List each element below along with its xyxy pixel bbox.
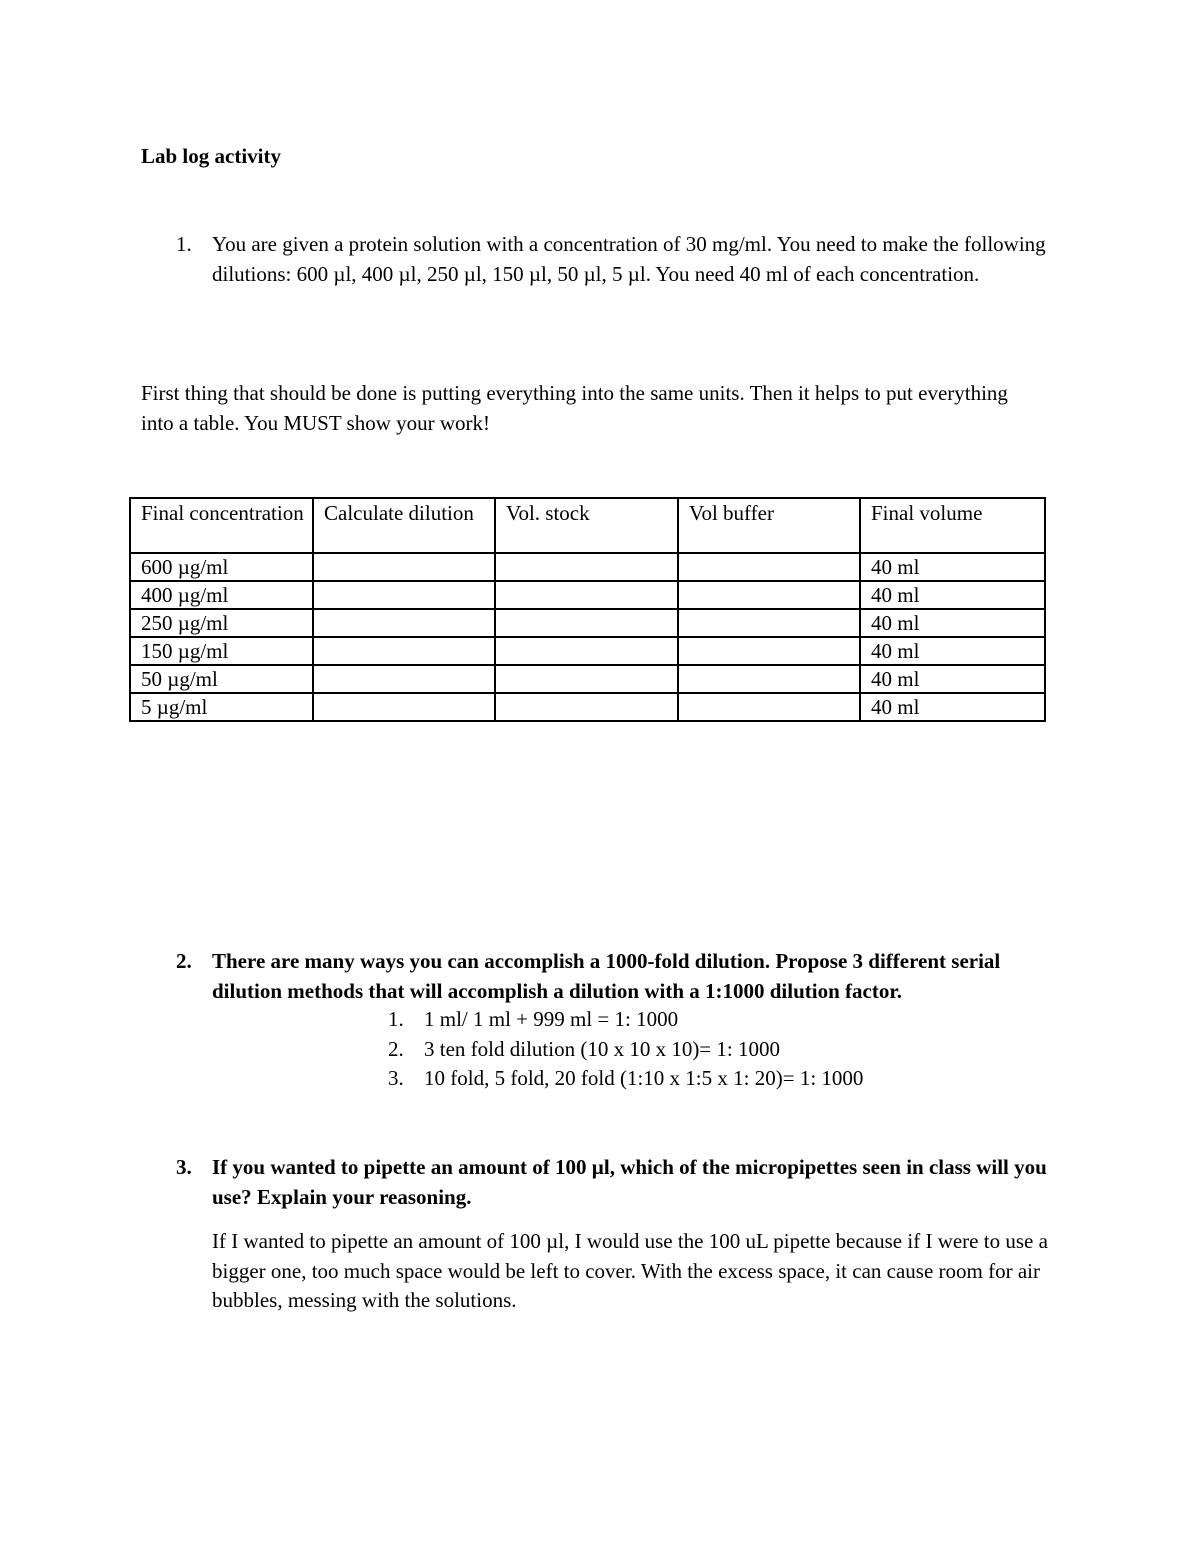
header-vol-buffer: Vol buffer	[678, 498, 860, 553]
table-row	[130, 637, 1045, 665]
header-final-concentration: Final concentration	[130, 498, 313, 553]
list-item-text: 1 ml/ 1 ml + 999 ml = 1: 1000	[424, 1007, 679, 1031]
dilution-table	[129, 497, 1046, 722]
cell-vol-stock[interactable]	[495, 581, 678, 609]
cell-vol-stock[interactable]	[495, 553, 678, 581]
list-item	[388, 1064, 863, 1094]
cell-vol-buffer[interactable]	[678, 637, 860, 665]
cell-vol-stock[interactable]	[495, 665, 678, 693]
table-row	[130, 553, 1045, 581]
list-item-number: 1.	[388, 1007, 404, 1031]
cell-calculate-dilution[interactable]	[313, 581, 495, 609]
cell-vol-buffer[interactable]	[678, 665, 860, 693]
cell-final-volume: 40 ml	[860, 665, 1045, 693]
table-header-row	[130, 498, 1045, 553]
question-1-text: You are given a protein solution with a concentration of 30 mg/ml. You need to make the following dilutions: 600 µl, 400 µl, 250 µl, 150 µl, 50 µl, 5 µl. You need 40 ml of each concentration.	[212, 232, 1046, 286]
question-3-text: If you wanted to pipette an amount of 100 µl, which of the micropipettes seen in class will you use? Explain your reasoning.	[212, 1155, 1047, 1209]
cell-calculate-dilution[interactable]	[313, 609, 495, 637]
cell-vol-stock[interactable]	[495, 637, 678, 665]
cell-final-volume: 40 ml	[860, 637, 1045, 665]
cell-calculate-dilution[interactable]	[313, 553, 495, 581]
list-item	[388, 1035, 780, 1065]
table-row	[130, 693, 1045, 721]
document-title: Lab log activity	[141, 144, 281, 168]
table-row	[130, 665, 1045, 693]
question-1-number: 1.	[176, 232, 192, 256]
list-item-number: 2.	[388, 1037, 404, 1061]
table-row	[130, 609, 1045, 637]
header-final-volume: Final volume	[860, 498, 1045, 553]
question-3-number: 3.	[176, 1155, 192, 1179]
question-3-answer: If I wanted to pipette an amount of 100 µl, I would use the 100 uL pipette because if I were to use a bigger one, too much space would be left to cover. With the excess space, it can cause room for air bubbles, messing with the solutions.	[212, 1229, 1048, 1312]
cell-final-concentration: 150 µg/ml	[130, 637, 313, 665]
table-row	[130, 581, 1045, 609]
list-item-number: 3.	[388, 1066, 404, 1090]
cell-calculate-dilution[interactable]	[313, 637, 495, 665]
question-2-text: There are many ways you can accomplish a 1000-fold dilution. Propose 3 different serial dilution methods that will accomplish a dilution with a 1:1000 dilution factor.	[212, 949, 1001, 1003]
cell-calculate-dilution[interactable]	[313, 693, 495, 721]
cell-vol-stock[interactable]	[495, 609, 678, 637]
cell-final-volume: 40 ml	[860, 693, 1045, 721]
list-item-text: 10 fold, 5 fold, 20 fold (1:10 x 1:5 x 1: 20)= 1: 1000	[424, 1066, 864, 1090]
cell-final-volume: 40 ml	[860, 581, 1045, 609]
cell-final-volume: 40 ml	[860, 609, 1045, 637]
cell-vol-buffer[interactable]	[678, 609, 860, 637]
cell-final-concentration: 400 µg/ml	[130, 581, 313, 609]
list-item-text: 3 ten fold dilution (10 x 10 x 10)= 1: 1000	[424, 1037, 780, 1061]
cell-final-concentration: 600 µg/ml	[130, 553, 313, 581]
cell-final-volume: 40 ml	[860, 553, 1045, 581]
cell-calculate-dilution[interactable]	[313, 665, 495, 693]
cell-vol-stock[interactable]	[495, 693, 678, 721]
question-2-number: 2.	[176, 949, 192, 973]
cell-vol-buffer[interactable]	[678, 553, 860, 581]
list-item	[388, 1005, 678, 1035]
cell-final-concentration: 50 µg/ml	[130, 665, 313, 693]
cell-final-concentration: 5 µg/ml	[130, 693, 313, 721]
cell-vol-buffer[interactable]	[678, 693, 860, 721]
header-vol-stock: Vol. stock	[495, 498, 678, 553]
instructions-paragraph: First thing that should be done is putting everything into the same units. Then it helps to put everything into a table. You MUST show your work!	[141, 381, 1008, 435]
header-calculate-dilution: Calculate dilution	[313, 498, 495, 553]
cell-vol-buffer[interactable]	[678, 581, 860, 609]
cell-final-concentration: 250 µg/ml	[130, 609, 313, 637]
